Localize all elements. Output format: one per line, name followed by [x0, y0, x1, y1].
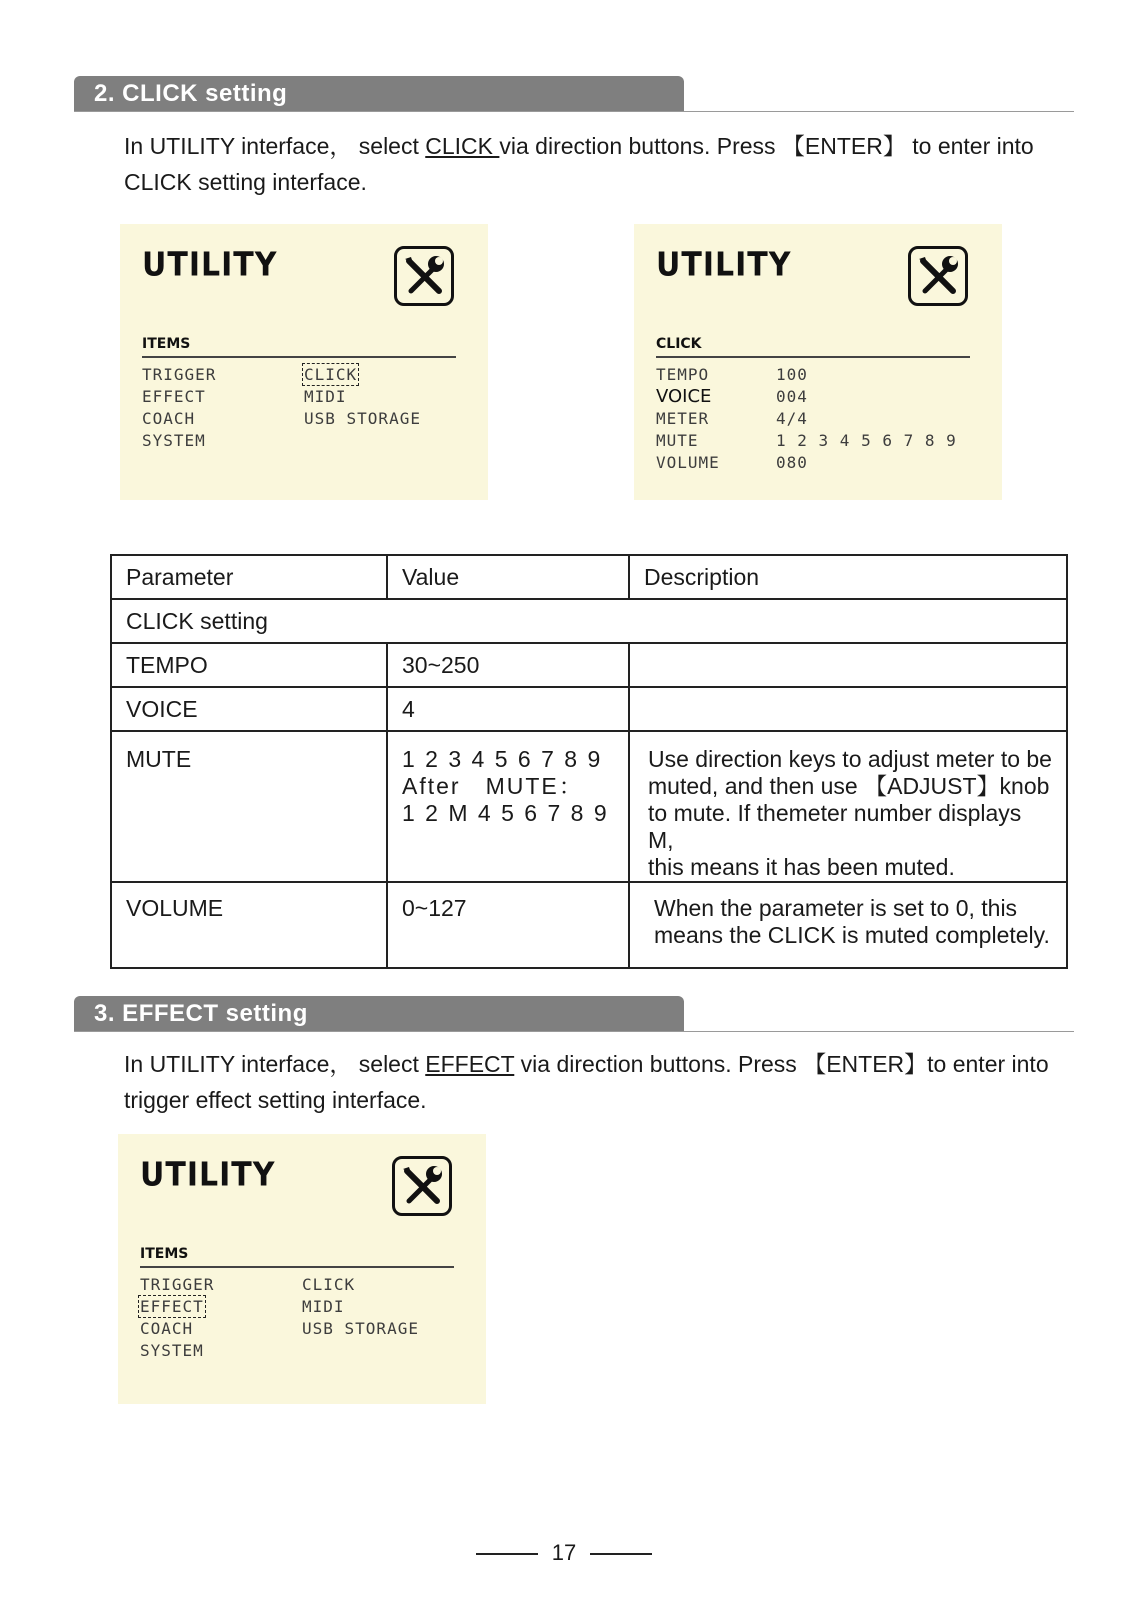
- lcd-title: UTILITY: [656, 246, 792, 285]
- lcd-label-volume: VOLUME: [656, 453, 720, 472]
- click-parameter-table: [110, 554, 1068, 969]
- lcd-label-voice: VOICE: [656, 386, 712, 407]
- table-cell-param: VOICE: [111, 687, 387, 731]
- table-group-row: [111, 599, 1067, 643]
- table-header-cell: Parameter: [111, 555, 387, 599]
- tools-icon: [392, 1156, 452, 1216]
- lcd-value-voice: 004: [776, 387, 808, 406]
- page-number-text: 17: [551, 1540, 577, 1565]
- table-cell-desc: [629, 643, 1067, 687]
- lcd-item-midi: MIDI: [304, 387, 347, 406]
- lcd-item-coach: COACH: [140, 1319, 194, 1338]
- table-cell-param: MUTE: [111, 731, 387, 882]
- lcd-item-effect: EFFECT: [142, 387, 206, 406]
- lcd-title: UTILITY: [142, 246, 278, 285]
- lcd-value-volume: 080: [776, 453, 808, 472]
- lcd-subtitle: CLICK: [656, 336, 702, 352]
- lcd-utility-items-click: [120, 224, 488, 500]
- lcd-item-usb-storage: USB STORAGE: [302, 1319, 419, 1338]
- table-row: [111, 687, 1067, 731]
- table-cell-param: TEMPO: [111, 643, 387, 687]
- table-header-cell: Description: [629, 555, 1067, 599]
- table-cell-value: 1 2 3 4 5 6 7 8 9 After MUTE： 1 2 M 4 5 6 7 8 9: [387, 731, 629, 882]
- section-heading-text: 2. CLICK setting: [94, 80, 288, 107]
- lcd-item-click-selected: CLICK: [304, 365, 358, 384]
- lcd-item-trigger: TRIGGER: [142, 365, 217, 384]
- lcd-item-midi: MIDI: [302, 1297, 345, 1316]
- tools-icon: [394, 246, 454, 306]
- lcd-value-tempo: 100: [776, 365, 808, 384]
- table-header-row: [111, 555, 1067, 599]
- intro-paragraph-effect: In UTILITY interface， select EFFECT via direction buttons. Press 【ENTER】to enter into trigger effect setting interface.: [124, 1051, 1049, 1113]
- click-link-text: CLICK: [425, 133, 500, 159]
- lcd-label-tempo: TEMPO: [656, 365, 710, 384]
- lcd-utility-click-settings: [634, 224, 1002, 500]
- intro-paragraph-click: In UTILITY interface， select CLICK via direction buttons. Press 【ENTER】 to enter into CLICK setting interface.: [124, 133, 1034, 195]
- table-cell-value: 4: [387, 687, 629, 731]
- lcd-title: UTILITY: [140, 1156, 276, 1195]
- lcd-subtitle: ITEMS: [140, 1246, 189, 1262]
- lcd-value-meter: 4/4: [776, 409, 808, 428]
- table-row: [111, 643, 1067, 687]
- lcd-utility-items-effect: [118, 1134, 486, 1404]
- table-header-cell: Value: [387, 555, 629, 599]
- table-cell-value: 0~127: [387, 882, 629, 968]
- table-group-cell: CLICK setting: [111, 599, 1067, 643]
- table-row: [111, 731, 1067, 882]
- table-cell-desc: When the parameter is set to 0, this means the CLICK is muted completely.: [629, 882, 1067, 968]
- lcd-subtitle: ITEMS: [142, 336, 191, 352]
- table-cell-desc: Use direction keys to adjust meter to be muted, and then use 【ADJUST】knob to mute. If themeter number displays M, this means it has been muted.: [629, 731, 1067, 882]
- tools-icon: [908, 246, 968, 306]
- effect-link-text: EFFECT: [425, 1051, 515, 1077]
- lcd-item-usb-storage: USB STORAGE: [304, 409, 421, 428]
- lcd-label-meter: METER: [656, 409, 710, 428]
- table-cell-param: VOLUME: [111, 882, 387, 968]
- lcd-item-trigger: TRIGGER: [140, 1275, 215, 1294]
- lcd-label-mute: MUTE: [656, 431, 699, 450]
- lcd-item-effect-selected: EFFECT: [140, 1297, 204, 1316]
- lcd-item-coach: COACH: [142, 409, 196, 428]
- page-number: [0, 1540, 1128, 1566]
- table-cell-desc: [629, 687, 1067, 731]
- lcd-item-system: SYSTEM: [142, 431, 206, 450]
- lcd-item-system: SYSTEM: [140, 1341, 204, 1360]
- section-heading-text: 3. EFFECT setting: [94, 1000, 308, 1027]
- lcd-item-click: CLICK: [302, 1275, 356, 1294]
- table-cell-value: 30~250: [387, 643, 629, 687]
- lcd-value-mute: 1 2 3 4 5 6 7 8 9: [776, 431, 957, 450]
- table-row: [111, 882, 1067, 968]
